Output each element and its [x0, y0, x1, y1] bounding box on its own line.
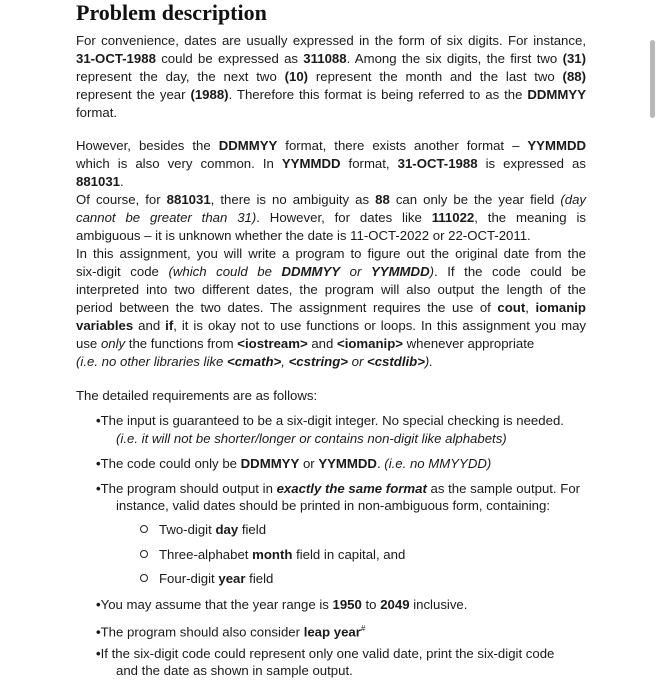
text: inclusive.: [409, 597, 468, 612]
text-italic: only: [100, 336, 126, 351]
text-line: [76, 335, 586, 353]
text: represent the year: [76, 87, 191, 102]
text: is expressed as: [477, 156, 586, 171]
requirements-intro: [76, 387, 586, 405]
text-italic: ,: [281, 354, 289, 369]
text-bold: DDMMYY: [240, 456, 300, 471]
text: period between the two dates. The assignment requires the use of: [76, 300, 498, 315]
text-bold-italic: <cstring>: [288, 354, 348, 369]
text-bold: 881031: [76, 174, 121, 189]
text-line: [76, 245, 586, 263]
text: field: [245, 571, 274, 586]
list-item-continuation: [116, 662, 353, 680]
text-line: [76, 263, 586, 281]
text-line: [76, 317, 586, 335]
text: whenever appropriate: [402, 336, 535, 351]
text: could be expressed as: [155, 51, 304, 66]
text: format.: [76, 105, 118, 120]
text-bold: (10): [284, 69, 309, 84]
text-line: [76, 353, 586, 371]
text: .: [120, 174, 124, 189]
text: , the meaning is: [474, 210, 586, 225]
circle-bullet-icon: [140, 525, 148, 533]
text: Three-alphabet: [159, 547, 253, 562]
circle-bullet-icon: [140, 550, 148, 558]
text: . Therefore this format is being referred to as the: [228, 87, 528, 102]
text: Of course, for: [76, 192, 167, 207]
text: . If the code could be: [434, 264, 586, 279]
text-bold: YYMMDD: [281, 156, 341, 171]
text: to: [361, 597, 381, 612]
text: can only be the year field: [389, 192, 561, 207]
text-line: [76, 227, 586, 245]
text-line: [76, 209, 586, 227]
text-bold: (88): [562, 69, 586, 84]
text-bold: 31-OCT-1988: [397, 156, 478, 171]
text-italic: or: [347, 354, 368, 369]
text-line: [76, 68, 586, 86]
text: or: [299, 456, 319, 471]
text-line: [76, 32, 586, 50]
text: If the six-digit code could represent only one valid date, print the six-digit code: [100, 646, 555, 661]
text: For convenience, dates are usually expressed in the form of six digits. For instance,: [76, 33, 586, 48]
text-bold: YYMMDD: [318, 456, 377, 471]
text-italic: cannot be greater than 31): [76, 210, 257, 225]
bullet-icon: •: [96, 456, 101, 471]
text-line: [76, 299, 586, 317]
text-bold: 881031: [166, 192, 211, 207]
text: The code could only be: [100, 456, 241, 471]
sub-list-item: [140, 521, 266, 539]
text-bold: 311088: [303, 51, 347, 66]
paragraph-formats: [76, 137, 586, 245]
text: .: [376, 456, 385, 471]
text: , there is no ambiguity as: [210, 192, 376, 207]
list-item: [96, 620, 365, 641]
text-bold: iomanip: [535, 300, 586, 315]
text-italic: (i.e. it will not be shorter/longer or contains non-digit like alphabets): [116, 431, 507, 446]
text-bold: 111022: [431, 210, 475, 225]
text-italic: ): [429, 264, 435, 279]
text: and: [307, 336, 338, 351]
text: the functions from: [125, 336, 238, 351]
text: which is also very common. In: [76, 156, 282, 171]
text: . Among the six digits, the first two: [346, 51, 563, 66]
text: represent the day, the next two: [76, 69, 285, 84]
list-item: [96, 645, 554, 663]
text: six-digit code: [76, 264, 169, 279]
text-bold-italic: <cstdlib>: [367, 354, 425, 369]
text: The detailed requirements are as follows:: [76, 388, 318, 403]
bullet-icon: •: [96, 646, 101, 661]
text-bold: leap year: [303, 624, 361, 640]
text-bold: 1950: [332, 597, 362, 612]
text: , it is okay not to use functions or loops. In this assignment you may: [173, 318, 586, 333]
text-bold: YYMMDD: [527, 138, 587, 153]
text-bold: <iomanip>: [337, 336, 403, 351]
text-italic: (day: [560, 192, 586, 207]
sub-list-item: [140, 546, 405, 564]
text-bold-italic: YYMMDD: [370, 264, 430, 279]
text: The input is guaranteed to be a six-digit integer. No special checking is needed.: [100, 413, 564, 428]
text: . However, for dates like: [256, 210, 432, 225]
text-bold: (1988): [190, 87, 229, 102]
paragraph-assignment: [76, 245, 586, 371]
text-line: [76, 50, 586, 68]
text-bold: <iostream>: [237, 336, 308, 351]
text-italic: ).: [424, 354, 433, 369]
text-bold: day: [215, 522, 239, 537]
text-line: [76, 191, 586, 209]
text-bold: variables: [76, 318, 134, 333]
paragraph-intro: [76, 32, 586, 122]
text: The program should also consider: [100, 624, 304, 640]
text: The program should output in: [100, 481, 277, 496]
list-item: [96, 455, 491, 473]
bullet-icon: •: [96, 597, 101, 612]
text: format, there exists another format –: [277, 138, 528, 153]
text: field: [238, 522, 267, 537]
text: In this assignment, you will write a program to figure out the original date from the: [76, 246, 586, 261]
list-item: [96, 596, 467, 614]
text: Four-digit: [159, 571, 219, 586]
text-line: [76, 281, 586, 299]
text-italic: or: [340, 264, 371, 279]
text: represent the month and the last two: [308, 69, 563, 84]
text-bold: year: [218, 571, 246, 586]
text-bold: (31): [562, 51, 587, 66]
bullet-icon: •: [96, 413, 101, 428]
page-title: Problem description: [76, 0, 267, 25]
text: Two-digit: [159, 522, 216, 537]
text: use: [76, 336, 101, 351]
text-line: [76, 137, 586, 155]
text: ambiguous – it is unknown whether the date is 11-OCT-2022 or 22-OCT-2011.: [76, 228, 531, 243]
text-bold: 88: [375, 192, 390, 207]
list-item-continuation: [116, 497, 550, 515]
list-item: [96, 480, 580, 498]
text: field in capital, and: [292, 547, 406, 562]
text: ,: [525, 300, 536, 315]
text-bold-italic: <cmath>: [227, 354, 282, 369]
sub-list-item: [140, 570, 273, 588]
list-item: [96, 412, 564, 430]
text-italic: (which could be: [168, 264, 282, 279]
text-line: [76, 86, 586, 104]
bullet-icon: •: [96, 624, 101, 640]
list-item-continuation: [116, 430, 507, 448]
text-italic: (i.e. no MMYYDD): [384, 456, 492, 471]
text-bold: DDMMYY: [527, 87, 586, 102]
text-line: [76, 155, 586, 191]
text-bold: cout: [497, 300, 526, 315]
text: and: [133, 318, 166, 333]
text-bold: month: [252, 547, 293, 562]
text: and the date as shown in sample output.: [116, 663, 353, 678]
bullet-icon: •: [96, 481, 101, 496]
text: as the sample output. For: [426, 481, 581, 496]
text-bold: 31-OCT-1988: [76, 51, 156, 66]
text-bold-italic: DDMMYY: [281, 264, 341, 279]
text-bold-italic: exactly the same format: [276, 481, 427, 496]
text: However, besides the: [76, 138, 219, 153]
text: format,: [340, 156, 398, 171]
footnote-mark: #: [360, 624, 366, 633]
text: You may assume that the year range is: [100, 597, 333, 612]
text-bold: if: [165, 318, 174, 333]
text-bold: 2049: [380, 597, 410, 612]
text-line: [76, 104, 586, 122]
text-italic: (i.e. no other libraries like: [76, 354, 227, 369]
text: interpreted into two different dates, the program will also output the length of the: [76, 282, 586, 297]
text: instance, valid dates should be printed in non-ambiguous form, containing:: [116, 498, 550, 513]
scrollbar-thumb[interactable]: [650, 40, 655, 118]
text-bold: DDMMYY: [218, 138, 278, 153]
circle-bullet-icon: [140, 574, 148, 582]
